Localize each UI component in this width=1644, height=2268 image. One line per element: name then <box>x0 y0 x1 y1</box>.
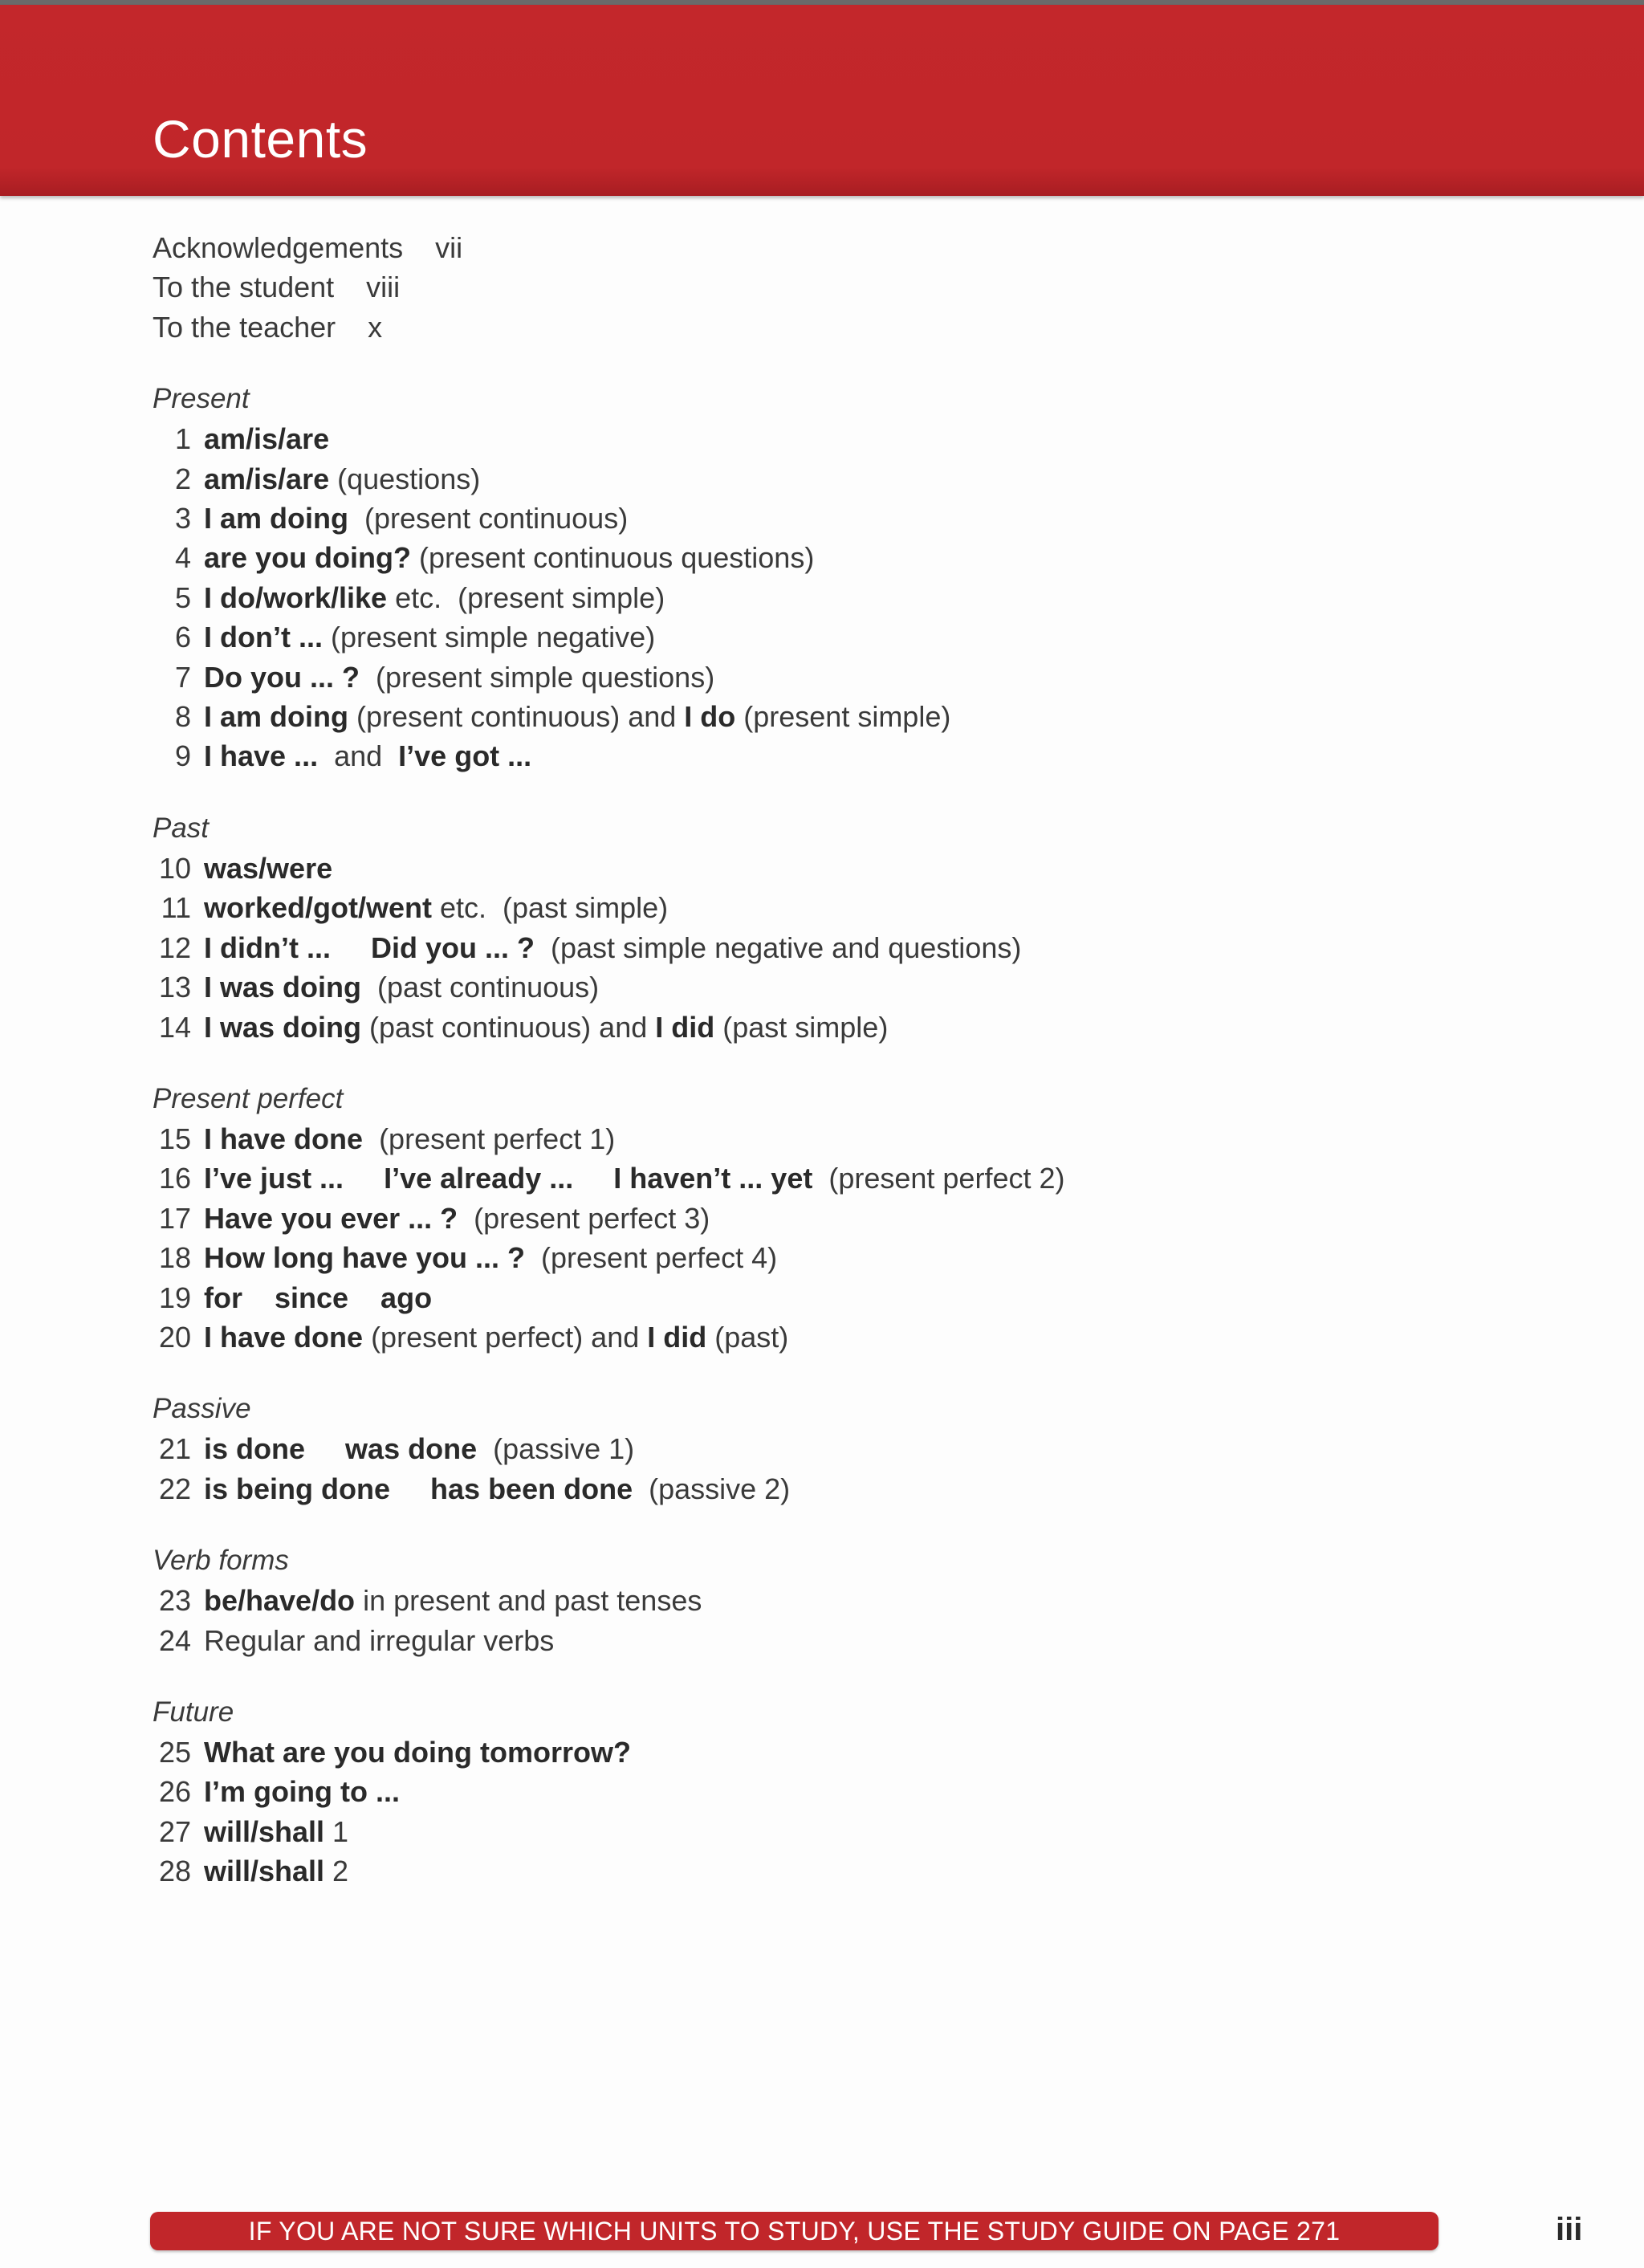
unit-title-text: (present perfect) and <box>363 1320 648 1354</box>
unit-title-bold: worked/got/went <box>204 891 433 925</box>
page-title: Contents <box>153 109 368 169</box>
unit-title-text: (present perfect 2) <box>812 1162 1065 1195</box>
unit-title-bold: I didn’t ... <box>204 930 331 964</box>
unit-title-text: (present continuous) <box>348 502 629 535</box>
unit-entry <box>153 1851 1437 1891</box>
front-matter-label: To the teacher <box>153 310 336 344</box>
unit-title <box>204 1119 615 1158</box>
front-matter-item <box>153 307 1437 347</box>
unit-title <box>204 459 480 499</box>
unit-title-text: (present simple questions) <box>360 660 715 694</box>
unit-title-bold: Did you ... ? <box>371 930 535 964</box>
unit-title-text <box>573 1162 613 1195</box>
unit-title <box>204 1851 348 1891</box>
unit-entry <box>153 1621 1437 1660</box>
unit-entry <box>153 419 1437 458</box>
unit-number: 11 <box>161 891 191 925</box>
unit-title-text: (past) <box>706 1320 789 1354</box>
unit-title <box>204 1278 432 1317</box>
unit-number: 18 <box>158 1241 191 1275</box>
section-title: Past <box>153 812 210 844</box>
unit-title-bold: I haven’t ... yet <box>613 1162 813 1195</box>
unit-title-text: (passive 1) <box>477 1432 635 1466</box>
unit-title-bold: I did <box>647 1320 707 1354</box>
study-guide-banner-text: IF YOU ARE NOT SURE WHICH UNITS TO STUDY, USE THE STUDY GUIDE ON PAGE 271 <box>248 2216 1341 2246</box>
unit-title-bold: I am doing <box>204 502 348 535</box>
section-title: Verb forms <box>153 1545 289 1577</box>
unit-title <box>204 1158 1064 1198</box>
unit-title <box>204 888 668 927</box>
unit-title <box>204 1733 631 1772</box>
unit-title-text: (present simple) <box>735 700 951 734</box>
unit-title-text <box>331 931 371 964</box>
unit-entry <box>153 736 1437 776</box>
unit-title-text: (past continuous) <box>361 971 600 1004</box>
unit-number: 20 <box>158 1320 191 1354</box>
unit-title-bold: I have done <box>204 1320 364 1354</box>
section-title: Passive <box>153 1393 251 1425</box>
unit-entry <box>153 849 1437 888</box>
unit-number: 19 <box>158 1281 191 1314</box>
unit-title-bold: What are you doing tomorrow? <box>204 1735 631 1769</box>
unit-title-bold: I’ve just ... <box>204 1162 344 1195</box>
unit-number: 14 <box>158 1010 191 1044</box>
unit-title-text: in present and past tenses <box>355 1584 702 1618</box>
unit-title <box>204 1008 888 1047</box>
unit-title-bold: has been done <box>430 1472 633 1505</box>
section <box>153 1541 1437 1660</box>
unit-title <box>204 967 599 1007</box>
unit-title <box>204 928 1021 967</box>
unit-number: 24 <box>158 1623 191 1657</box>
unit-title-bold: I have ... <box>204 739 319 773</box>
unit-title <box>204 697 950 736</box>
front-matter-page: x <box>368 310 383 344</box>
section <box>153 1079 1437 1357</box>
unit-title-text: 1 <box>324 1814 349 1848</box>
front-matter-page: vii <box>435 231 463 264</box>
section <box>153 379 1437 776</box>
unit-number: 23 <box>158 1584 191 1618</box>
section <box>153 808 1437 1047</box>
unit-title-bold: I don’t ... <box>204 621 323 654</box>
unit-title <box>204 538 814 577</box>
unit-title-bold: is being done <box>204 1472 391 1505</box>
unit-number: 21 <box>158 1432 191 1466</box>
unit-title <box>204 1581 702 1620</box>
unit-entry <box>153 658 1437 697</box>
unit-title-text: Regular and irregular verbs <box>204 1623 555 1657</box>
unit-title <box>204 1199 710 1238</box>
unit-title <box>204 1772 400 1811</box>
unit-number: 25 <box>158 1735 191 1769</box>
unit-entry <box>153 1733 1437 1772</box>
section-title: Present <box>153 383 250 415</box>
unit-entry <box>153 1772 1437 1811</box>
unit-entry <box>153 459 1437 499</box>
unit-entry <box>153 538 1437 577</box>
unit-number: 15 <box>158 1122 191 1155</box>
unit-title-bold: I’m going to ... <box>204 1775 400 1809</box>
unit-title <box>204 499 628 538</box>
unit-entry <box>153 1812 1437 1851</box>
unit-title <box>204 1469 790 1509</box>
front-matter-label: To the student <box>153 271 335 304</box>
unit-title-text: (present perfect 3) <box>458 1201 710 1235</box>
unit-number: 5 <box>174 580 191 614</box>
unit-number: 13 <box>158 971 191 1004</box>
unit-entry <box>153 1429 1437 1468</box>
unit-title-bold: was done <box>345 1432 478 1466</box>
unit-title-text: (present simple negative) <box>322 621 656 654</box>
sections <box>153 379 1437 1891</box>
unit-title-bold: I do <box>684 700 736 734</box>
unit-title <box>204 1812 348 1851</box>
front-matter-item <box>153 267 1437 307</box>
unit-title-text: (passive 2) <box>633 1472 791 1505</box>
unit-number: 7 <box>174 660 191 694</box>
unit-entry <box>153 1317 1437 1357</box>
unit-title <box>204 1621 554 1660</box>
unit-title-bold: How long have you ... ? <box>204 1241 526 1275</box>
unit-title-bold: am/is/are <box>204 462 330 495</box>
unit-title-bold: I’ve already ... <box>384 1162 574 1195</box>
unit-entry <box>153 888 1437 927</box>
unit-title <box>204 849 332 888</box>
unit-number: 6 <box>174 621 191 654</box>
section-title: Present perfect <box>153 1082 344 1114</box>
unit-title-text: (present perfect 1) <box>363 1122 616 1155</box>
page-number: iii <box>1556 2212 1583 2247</box>
unit-number: 27 <box>158 1814 191 1848</box>
unit-number: 10 <box>158 851 191 885</box>
unit-title-bold: I am doing <box>204 700 348 734</box>
unit-number: 9 <box>174 739 191 773</box>
unit-title-bold: are you doing? <box>204 541 412 575</box>
unit-title-bold: I was doing <box>204 1010 362 1044</box>
unit-entry <box>153 928 1437 967</box>
unit-entry <box>153 967 1437 1007</box>
unit-entry <box>153 1119 1437 1158</box>
section-title: Future <box>153 1696 234 1728</box>
unit-title <box>204 578 665 617</box>
unit-entry <box>153 1278 1437 1317</box>
unit-title <box>204 419 329 458</box>
unit-entry <box>153 1199 1437 1238</box>
unit-entry <box>153 1238 1437 1277</box>
unit-number: 8 <box>174 700 191 734</box>
unit-title <box>204 658 714 697</box>
section <box>153 1389 1437 1509</box>
unit-entry <box>153 1581 1437 1620</box>
unit-entry <box>153 1469 1437 1509</box>
unit-entry <box>153 1158 1437 1198</box>
unit-title <box>204 1429 634 1468</box>
unit-title-text: 2 <box>324 1855 349 1888</box>
unit-number: 17 <box>158 1201 191 1235</box>
unit-title-bold: I was doing <box>204 971 362 1004</box>
unit-number: 26 <box>158 1775 191 1809</box>
unit-title-text <box>390 1472 430 1505</box>
unit-title-text: (past simple) <box>714 1010 889 1044</box>
contents-list <box>153 228 1437 1891</box>
unit-title-text: (present continuous) and <box>348 700 685 734</box>
unit-entry <box>153 617 1437 657</box>
front-matter <box>153 228 1437 347</box>
unit-title-text: and <box>318 739 399 773</box>
unit-title-bold: is done <box>204 1432 306 1466</box>
unit-number: 28 <box>158 1855 191 1888</box>
unit-entry <box>153 1008 1437 1047</box>
unit-entry <box>153 697 1437 736</box>
unit-title-text: (past continuous) and <box>361 1010 656 1044</box>
unit-number: 4 <box>174 541 191 575</box>
unit-title-text: (present continuous questions) <box>411 541 815 575</box>
unit-title-bold: will/shall <box>204 1814 325 1848</box>
unit-entry <box>153 578 1437 617</box>
unit-title-text <box>305 1432 345 1465</box>
unit-entry <box>153 499 1437 538</box>
unit-title <box>204 1238 777 1277</box>
unit-title-text: (present perfect 4) <box>525 1241 778 1275</box>
unit-title-bold: I have done <box>204 1122 364 1155</box>
unit-title-text: (past simple negative and questions) <box>535 930 1022 964</box>
unit-title-bold: for since ago <box>204 1281 433 1314</box>
front-matter-label: Acknowledgements <box>153 231 404 264</box>
unit-title-bold: Have you ever ... ? <box>204 1201 458 1235</box>
unit-title-bold: I’ve got ... <box>398 739 532 773</box>
unit-number: 3 <box>174 502 191 535</box>
unit-title <box>204 617 655 657</box>
unit-number: 22 <box>158 1472 191 1505</box>
unit-title-bold: I do/work/like <box>204 580 388 614</box>
unit-number: 2 <box>174 462 191 495</box>
front-matter-page: viii <box>366 271 401 304</box>
unit-title-text: etc. (present simple) <box>387 580 665 614</box>
unit-title-bold: was/were <box>204 851 333 885</box>
unit-title-bold: am/is/are <box>204 422 330 456</box>
unit-title-bold: Do you ... ? <box>204 660 360 694</box>
front-matter-item <box>153 228 1437 267</box>
study-guide-banner <box>150 2212 1438 2250</box>
unit-title-text: (questions) <box>329 462 481 495</box>
unit-title <box>204 736 531 776</box>
unit-number: 12 <box>158 930 191 964</box>
section <box>153 1692 1437 1891</box>
unit-title-bold: will/shall <box>204 1855 325 1888</box>
unit-number: 16 <box>158 1162 191 1195</box>
unit-title-bold: be/have/do <box>204 1584 356 1618</box>
unit-title-text: etc. (past simple) <box>432 891 669 925</box>
unit-title <box>204 1317 788 1357</box>
unit-title-text <box>344 1162 384 1195</box>
unit-number: 1 <box>174 422 191 456</box>
unit-title-bold: I did <box>655 1010 715 1044</box>
